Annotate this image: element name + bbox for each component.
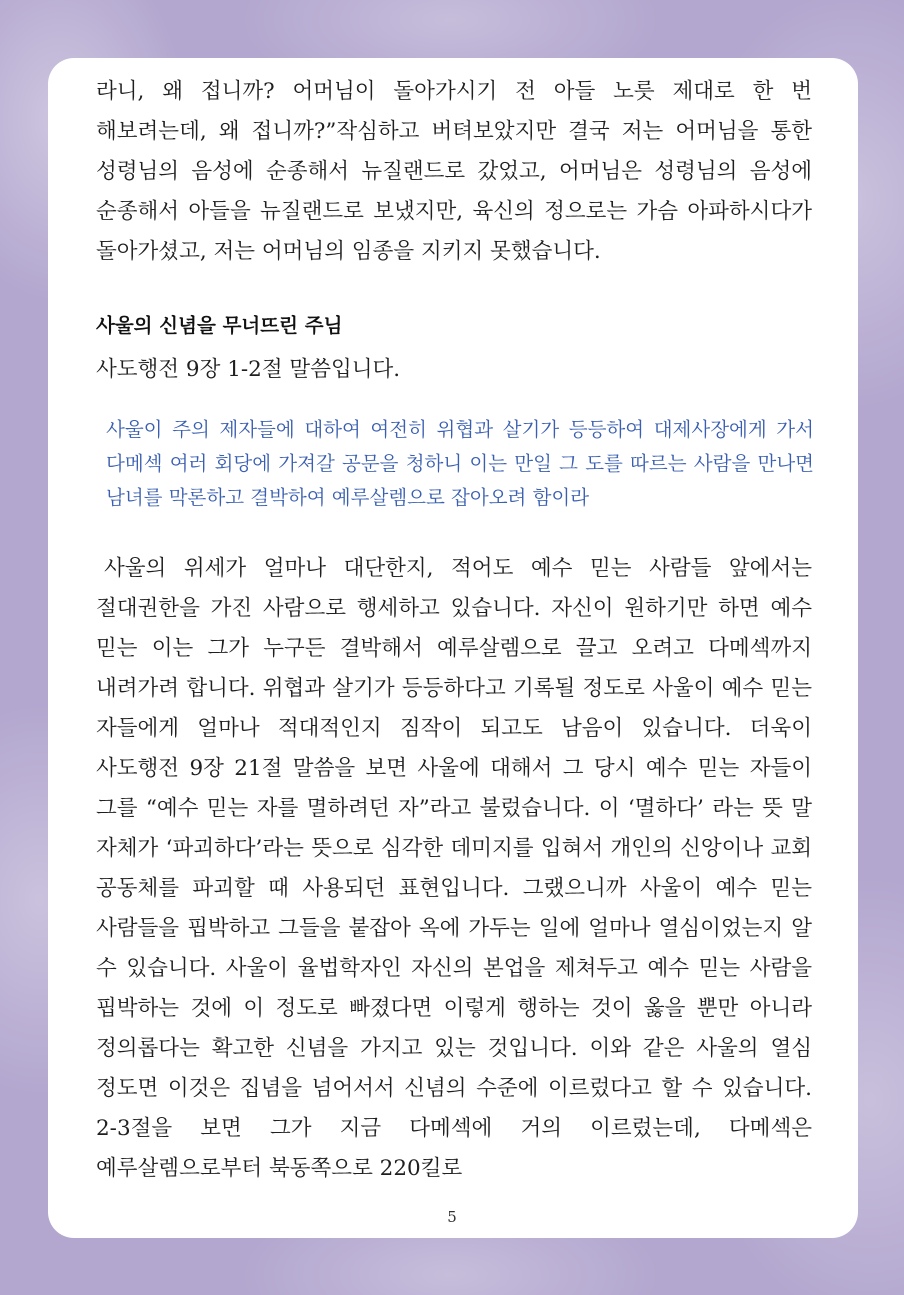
paragraph-2: 사울의 위세가 얼마나 대단한지, 적어도 예수 믿는 사람들 앞에서는 절대권한을 가진 사람으로 행세하고 있습니다. 자신이 원하기만 하면 예수 믿는 이는 그가 누구든 결박해서 예루살렘으로 끌고 오려고 다메섹까지 내려가려 합니다. 위협과 살기가 등등하다고 기록될 정도로 사울이 예수 믿는 자들에게 얼마나 적대적인지 짐작이 되고도 남음이 있습니다. 더욱이 사도행전 9장 21절 말씀을 보면 사울에 대해서 그 당시 예수 믿는 자들이 그를 “예수 믿는 자를 멸하려던 자”라고 불렀습니다. 이 ‘멸하다’ 라는 뜻 말 자체가 ‘파괴하다’라는 뜻으로 심각한 데미지를 입혀서 개인의 신앙이나 교회 공동체를 파괴할 때 사용되던 표현입니다. 그랬으니까 사울이 예수 믿는 사람들을 핍박하고 그들을 붙잡아 옥에 가두는 일에 얼마나 열심이었는지 알 수 있습니다. 사울이 율법학자인 자신의 본업을 제쳐두고 예수 믿는 사람을 핍박하는 것에 이 정도로 빠졌다면 이렇게 행하는 것이 옳을 뿐만 아니라 정의롭다는 확고한 신념을 가지고 있는 것입니다. 이와 같은 사울의 열심 정도면 이것은 집념을 넘어서서 신념의 수준에 이르렀다고 할 수 있습니다. 2-3절을 보면 그가 지금 다메섹에 거의 이르렀는데, 다메섹은 예루살렘으로부터 북동쪽으로 220킬로 [96, 556, 812, 1181]
paragraph-1: 라니, 왜 접니까? 어머님이 돌아가시기 전 아들 노릇 제대로 한 번 해보려는데, 왜 접니까?”작심하고 버텨보았지만 결국 저는 어머님을 통한 성령님의 음성에 순종해서 뉴질랜드로 갔었고, 어머님은 성령님의 음성에 순종해서 아들을 뉴질랜드로 보냈지만, 육신의 정으로는 가슴 아파하시다가 돌아가셨고, 저는 어머님의 임종을 지키지 못했습니다. [96, 79, 812, 264]
scripture-reference: 사도행전 9장 1-2절 말씀입니다. [96, 357, 401, 382]
page-number: 5 [447, 1208, 457, 1226]
scripture-quote: 사울이 주의 제자들에 대하여 여전히 위협과 살기가 등등하여 대제사장에게 가서 다메섹 여러 회당에 가져갈 공문을 청하니 이는 만일 그 도를 따르는 사람을 만나면 남녀를 막론하고 결박하여 예루살렘으로 잡아오려 함이라 [106, 418, 814, 509]
section-heading: 사울의 신념을 무너뜨린 주님 [96, 314, 343, 337]
